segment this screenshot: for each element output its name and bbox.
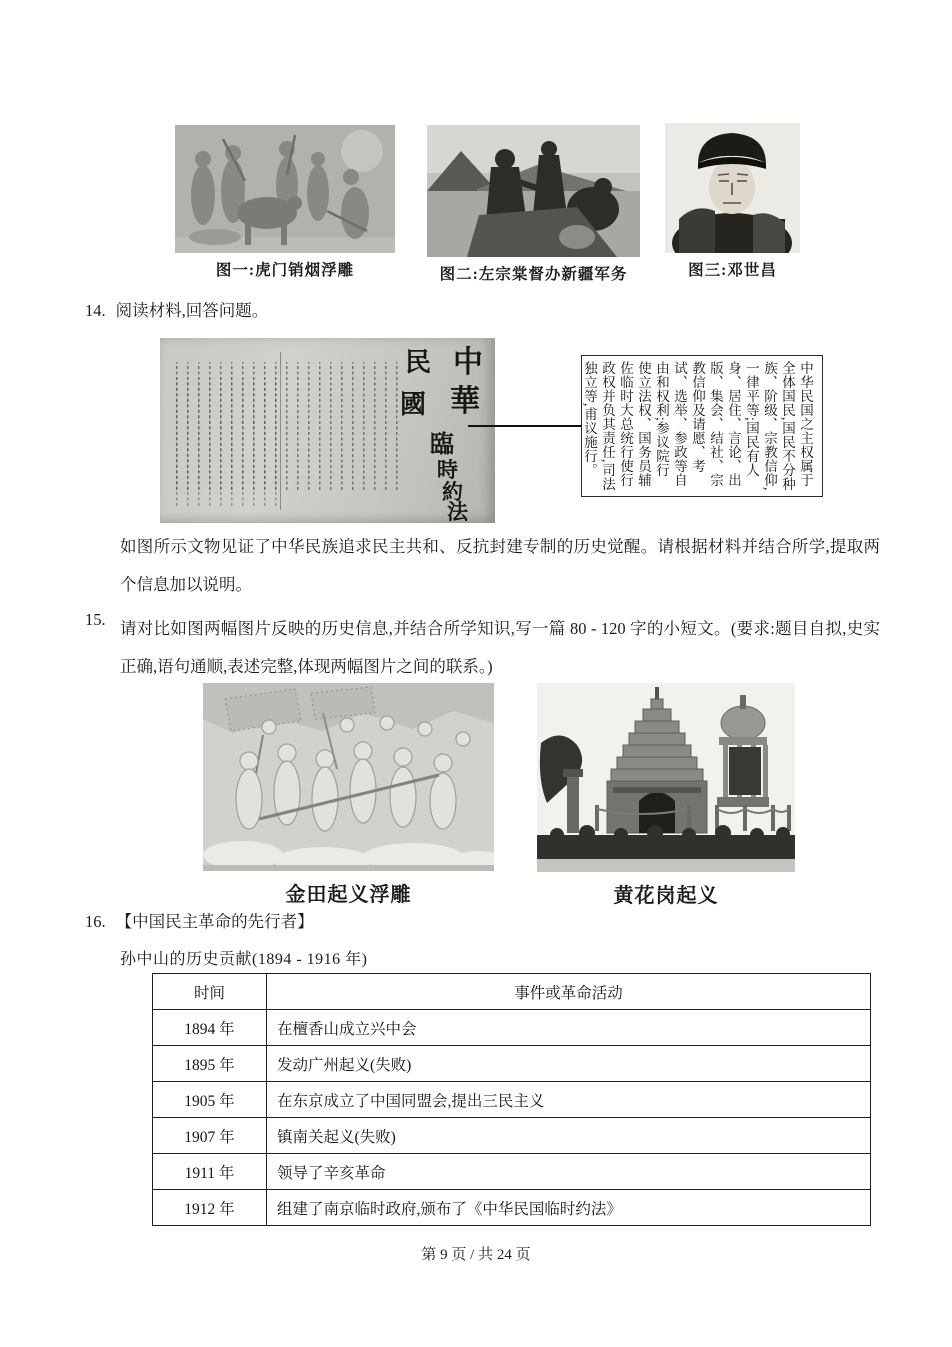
year-cell: 1911 年 xyxy=(153,1154,267,1190)
figure-huanghuagang-monument xyxy=(537,683,795,908)
table-row xyxy=(153,1082,871,1118)
question-14-heading xyxy=(85,297,268,321)
table-header-time: 时间 xyxy=(153,974,267,1010)
question-14-body: 如图所示文物见证了中华民族追求民主共和、反抗封建专制的历史觉醒。请根据材料并结合所学,提取两个信息加以说明。 xyxy=(120,537,880,594)
jintian-relief-photo xyxy=(203,683,494,871)
question-16-heading xyxy=(85,908,314,932)
table-row xyxy=(153,1190,871,1226)
question-14-number: 14. xyxy=(85,301,106,320)
year-cell: 1907 年 xyxy=(153,1118,267,1154)
callout-connector-line xyxy=(468,425,582,427)
provisional-constitution-scan xyxy=(160,338,495,523)
event-cell: 组建了南京临时政府,颁布了《中华民国临时约法》 xyxy=(267,1190,871,1226)
page-number-footer: 第 9 页 / 共 24 页 xyxy=(421,1247,531,1263)
zuozongtang-statue-photo xyxy=(427,125,640,257)
year-cell: 1912 年 xyxy=(153,1190,267,1226)
event-cell: 在东京成立了中国同盟会,提出三民主义 xyxy=(267,1082,871,1118)
question-16-number: 16. xyxy=(85,912,106,931)
question-16-subtitle: 孙中山的历史贡献(1894 - 1916 年) xyxy=(120,951,368,968)
figure-humen-relief xyxy=(175,125,395,280)
sun-yat-sen-contributions-table xyxy=(152,973,871,1226)
scan-title-char: 法 xyxy=(447,500,468,523)
scan-title-char: 時 xyxy=(437,458,458,482)
year-cell: 1894 年 xyxy=(153,1010,267,1046)
figure-caption: 黄花岗起义 xyxy=(613,885,719,907)
scan-text-columns xyxy=(176,378,281,506)
figure-caption: 图二:左宗棠督办新疆军务 xyxy=(439,266,628,283)
scan-title-char: 華 xyxy=(450,385,480,418)
year-cell: 1895 年 xyxy=(153,1046,267,1082)
callout-text: 中华民国之主权属于全体国民,国民不分种族、阶级、宗教信仰,一律平等;国民有人身、居住、言论、出版、集会、结社、宗教信仰及请愿、考试、选举、参政等自由和权利;参议院行使立法权、国务员辅佐临时大总统行使行政权并负其责任,司法独立等,甫议施行。 xyxy=(582,361,813,491)
scan-title-char: 臨 xyxy=(430,432,454,458)
scan-title-char: 約 xyxy=(442,480,463,504)
question-15-prompt: 请对比如图两幅图片反映的历史信息,并结合所学知识,写一篇 80 - 120 字的小短文。(要求:题目自拟,史实正确,语句通顺,表述完整,体现两幅图片之间的联系。) xyxy=(120,619,880,676)
figure-caption: 金田起义浮雕 xyxy=(285,884,412,906)
figure-dengshichang-portrait xyxy=(665,123,800,280)
event-cell: 在檀香山成立兴中会 xyxy=(267,1010,871,1046)
year-cell: 1905 年 xyxy=(153,1082,267,1118)
table-row xyxy=(153,1118,871,1154)
humen-relief-photo xyxy=(175,125,395,253)
table-row xyxy=(153,1154,871,1190)
huanghuagang-monument-photo xyxy=(537,683,795,872)
callout-box xyxy=(581,355,823,497)
dengshichang-portrait-photo xyxy=(665,123,800,253)
table-header-event: 事件或革命活动 xyxy=(267,974,871,1010)
figure-caption: 图三:邓世昌 xyxy=(688,262,777,279)
figure-caption: 图一:虎门销烟浮雕 xyxy=(215,262,355,279)
event-cell: 领导了辛亥革命 xyxy=(267,1154,871,1190)
question-14-prompt: 阅读材料,回答问题。 xyxy=(115,301,269,320)
scan-title-char: 中 xyxy=(453,346,483,379)
table-header-row xyxy=(153,974,871,1010)
figure-jintian-relief xyxy=(203,683,494,907)
question-16-title: 【中国民主革命的先行者】 xyxy=(115,912,314,931)
table-row xyxy=(153,1046,871,1082)
table-row xyxy=(153,1010,871,1046)
event-cell: 镇南关起义(失败) xyxy=(267,1118,871,1154)
scan-title-char: 民 xyxy=(405,348,432,377)
event-cell: 发动广州起义(失败) xyxy=(267,1046,871,1082)
scan-title-char: 國 xyxy=(400,390,427,419)
scan-divider-line xyxy=(280,352,281,510)
figure-zuozongtang-statue xyxy=(427,125,640,284)
question-15-number: 15. xyxy=(85,610,106,629)
